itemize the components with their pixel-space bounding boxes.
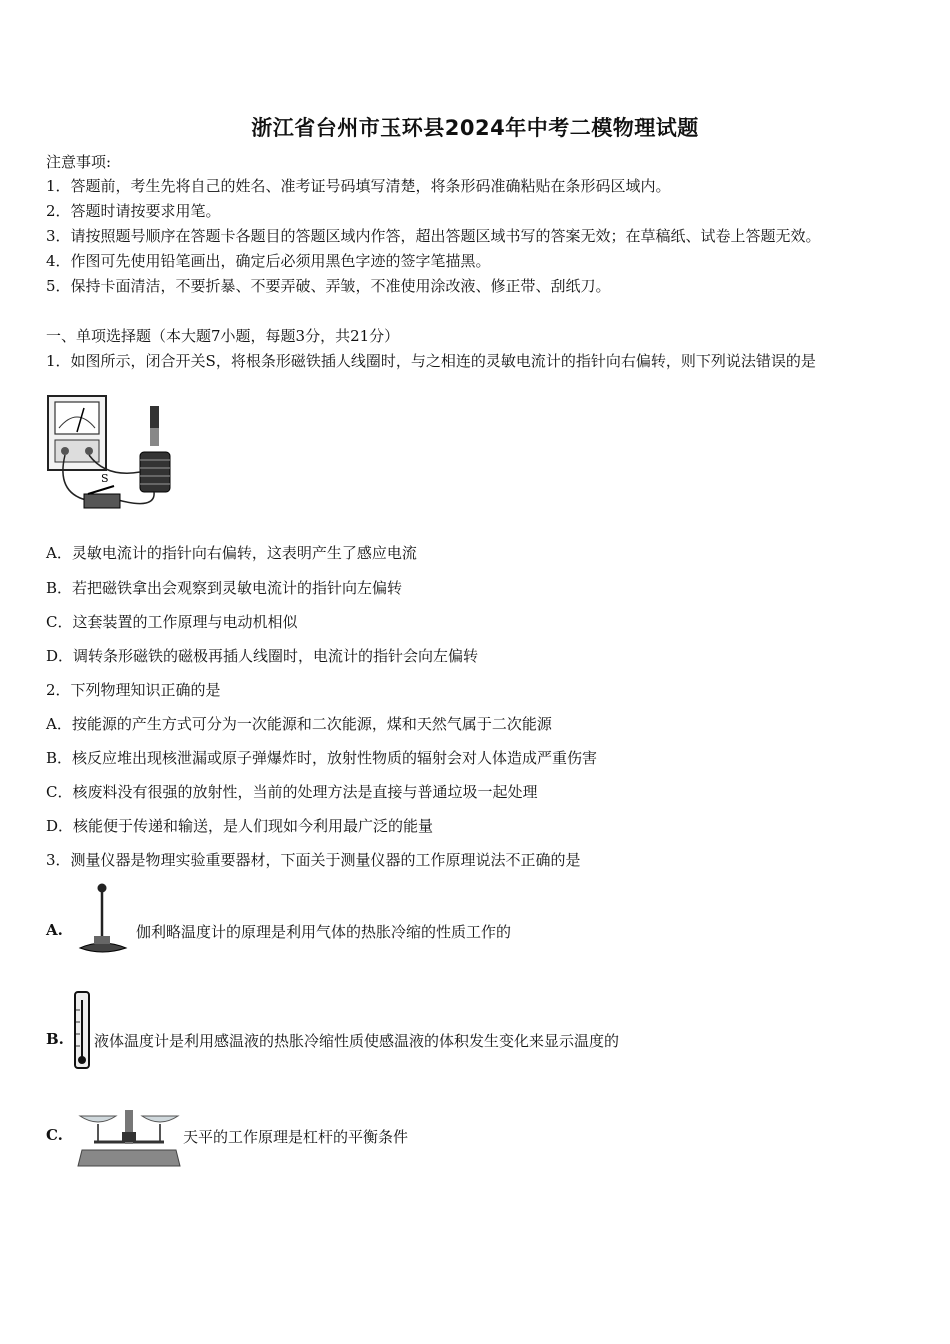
galvanometer-circuit-figure — [46, 392, 182, 520]
notice-heading: 注意事项: — [46, 153, 112, 171]
balance-scale-icon — [76, 1098, 182, 1170]
notice-item-5: 5．保持卡面清洁，不要折暴、不要弄破、弄皱，不准使用涂改液、修正带、刮纸刀。 — [46, 277, 611, 295]
q1-option-d: D．调转条形磁铁的磁极再插人线圈时，电流计的指针会向左偏转 — [46, 647, 479, 665]
q1-option-a: A．灵敏电流计的指针向右偏转，这表明产生了感应电流 — [46, 544, 417, 562]
q3-option-c-label: C. — [46, 1126, 63, 1144]
q3-option-c-text: 天平的工作原理是杠杆的平衡条件 — [183, 1128, 409, 1146]
galileo-thermometer-icon — [74, 882, 134, 958]
liquid-thermometer-icon — [72, 990, 94, 1072]
q3-option-a-text: 伽利略温度计的原理是利用气体的热胀冷缩的性质工作的 — [136, 923, 512, 941]
page-title: 浙江省台州市玉环县2024年中考二模物理试题 — [251, 116, 699, 140]
notice-item-3: 3．请按照题号顺序在答题卡各题目的答题区域内作答，超出答题区域书写的答案无效；在草稿纸、试卷上答题无效。 — [46, 227, 821, 245]
q1-option-c: C．这套装置的工作原理与电动机相似 — [46, 613, 298, 631]
notice-item-4: 4．作图可先使用铅笔画出，确定后必须用黑色字迹的签字笔描黑。 — [46, 252, 491, 270]
q3-option-b-text: 液体温度计是利用感温液的热胀冷缩性质使感温液的体积发生变化来显示温度的 — [94, 1032, 620, 1050]
q2-option-c: C．核废料没有很强的放射性，当前的处理方法是直接与普通垃圾一起处理 — [46, 783, 538, 801]
switch-label: S — [101, 472, 109, 485]
q2-option-b: B．核反应堆出现核泄漏或原子弹爆炸时，放射性物质的辐射会对人体造成严重伤害 — [46, 749, 598, 767]
section-heading: 一、单项选择题（本大题7小题，每题3分，共21分） — [46, 327, 400, 345]
q1-option-b: B．若把磁铁拿出会观察到灵敏电流计的指针向左偏转 — [46, 579, 403, 597]
q3-option-a-label: A. — [46, 921, 63, 939]
notice-item-2: 2．答题时请按要求用笔。 — [46, 202, 221, 220]
notice-item-1: 1．答题前，考生先将自己的姓名、准考证号码填写清楚，将条形码准确粘贴在条形码区域内。 — [46, 177, 671, 195]
q2-stem: 2．下列物理知识正确的是 — [46, 681, 221, 699]
q3-option-b-label: B. — [46, 1030, 64, 1048]
q2-option-a: A．按能源的产生方式可分为一次能源和二次能源，煤和天然气属于二次能源 — [46, 715, 552, 733]
q2-option-d: D．核能便于传递和输送，是人们现如今利用最广泛的能量 — [46, 817, 434, 835]
q3-stem: 3．测量仪器是物理实验重要器材，下面关于测量仪器的工作原理说法不正确的是 — [46, 851, 581, 869]
q1-stem: 1．如图所示，闭合开关S，将根条形磁铁插人线圈时，与之相连的灵敏电流计的指针向右偏转，则下列说法错误的是 — [46, 352, 816, 370]
